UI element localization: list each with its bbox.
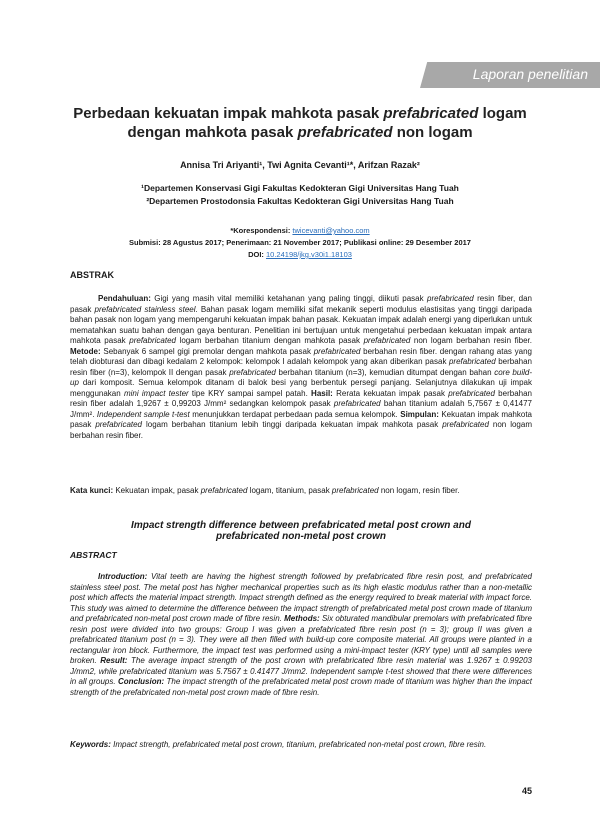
publication-dates: Submisi: 28 Agustus 2017; Penerimaan: 21 November 2017; Publikasi online: 29 Desember 2017 (129, 238, 471, 247)
correspondence-email-link[interactable]: twicevanti@yahoo.com (292, 226, 370, 235)
correspondence: *Korespondensi: twicevanti@yahoo.com (230, 226, 370, 235)
article-meta (50, 225, 550, 261)
keywords: Keywords: Impact strength, prefabricated metal post crown, titanium, prefabricated non-metal post crown, fibre resin. (70, 740, 487, 749)
doi-line: DOI: 10.24198/jkg.v30i1.18103 (248, 250, 352, 259)
article-title: Perbedaan kekuatan impak mahkota pasak prefabricated logam dengan mahkota pasak prefabricated non logam (73, 105, 527, 141)
abstract-body: Introduction: Vital teeth are having the highest strength followed by prefabricated fibre resin post, and prefabricated stainless steel post. The metal post has higher mechanical properties such as its high elastic modulus rather than a non-metallic post which affects the material impact strength. Impact strength defined as the energy required to break material with impact force. This study was aimed to determine the difference between the impact strength of prefabricated metal post crown made of titanium and prefabricated non-metal post crown made of fibre resin. Methods: Six obturated mandibular premolars with prefabricated fibre resin post were divided into two groups: Group I was given a prefabricated fibre resin post (n = 3); group II was given a prefabricated titanium post (n = 3). They were all then filled with build-up core composite material. All groups were planted in a rectangular iron block. Furthermore, the impact test was performed using a mini-impact tester (KRY type) until all samples were broken. Result: The average impact strength of the post crown with prefabricated fibre resin material was 1.9267 ± 0.99203 J/mm2, while prefabricated titanium was 5.7567 ± 0.41477 J/mm2. Independent sample t-test showed that there were differences in all groups. Conclusion: The impact strength of the prefabricated metal post crown made of titanium was higher than the impact strength of the prefabricated non-metal post crown made of fibre resin. (70, 572, 533, 697)
abstrak-body: Pendahuluan: Gigi yang masih vital memiliki ketahanan yang paling tinggi, diikuti pasak prefabricated resin fiber, dan pasak prefabricated stainless steel. Bahan pasak logam memiliki sifat mekanik seperti modulus elastisitas yang tinggi daripada bahan pasak non logam yang mempengaruhi kekuatan impak bahan pasak. Kekuatan impak adalah energi yang diperlukan untuk mematahkan suatu bahan dengan gaya benturan. Penelitian ini bertujuan untuk mengetahui perbedaan kekuatan impak antara mahkota pasak prefabricated logam berbahan titanium dengan mahkota pasak prefabricated non logam berbahan resin fiber. Metode: Sebanyak 6 sampel gigi premolar dengan mahkota pasak prefabricated berbahan resin fiber. dengan rahang atas yang telah diobturasi dan dibagi kedalam 2 kelompok: kelompok I adalah kelompok yang akan diberikan pasak prefabricated berbahan resin fiber (n=3), kelompok II dengan pasak prefabricated berbahan titanium (n=3), kemudian ditumpat dengan bahan core build-up dari komposit. Semua kelompok ditanam di balok besi yang berbentuk persegi panjang. Selanjutnya dilakukan uji impak menggunakan mini impact tester tipe KRY sampai sampel patah. Hasil: Rerata kekuatan impak pasak prefabricated berbahan resin fiber adalah 1,9267 ± 0,99203 J/mm² sedangkan kelompok pasak prefabricated bahan titanium adalah 5,7567 ± 0,41477 J/mm². Independent sample t-test menunjukkan terdapat perbedaan pada semua kelompok. Simpulan: Kekuatan impak mahkota pasak prefabricated logam berbahan titanium lebih tinggi daripada kekuatan impak mahkota pasak prefabricated non logam berbahan resin fiber. (70, 294, 533, 440)
author-list: Annisa Tri Ariyanti¹, Twi Agnita Cevanti¹*, Arifzan Razak² (180, 160, 420, 170)
kata-kunci: Kata kunci: Kekuatan impak, pasak prefabricated logam, titanium, pasak prefabricated non logam, resin fiber. (70, 486, 460, 495)
abstract-heading: ABSTRACT (70, 550, 117, 560)
affiliations (50, 182, 550, 208)
section-banner (408, 62, 600, 88)
page-number: 45 (521, 786, 532, 796)
affiliation-2: ²Departemen Prostodonsia Fakultas Kedokteran Gigi Universitas Hang Tuah (146, 196, 454, 206)
doi-link[interactable]: 10.24198/jkg.v30i1.18103 (266, 250, 352, 259)
abstrak-heading: ABSTRAK (70, 270, 114, 280)
section-label: Laporan penelitian (472, 66, 588, 82)
affiliation-1: ¹Departemen Konservasi Gigi Fakultas Kedokteran Gigi Universitas Hang Tuah (141, 183, 459, 193)
english-title: Impact strength difference between prefabricated metal post crown and prefabricated non-metal post crown (131, 520, 471, 542)
